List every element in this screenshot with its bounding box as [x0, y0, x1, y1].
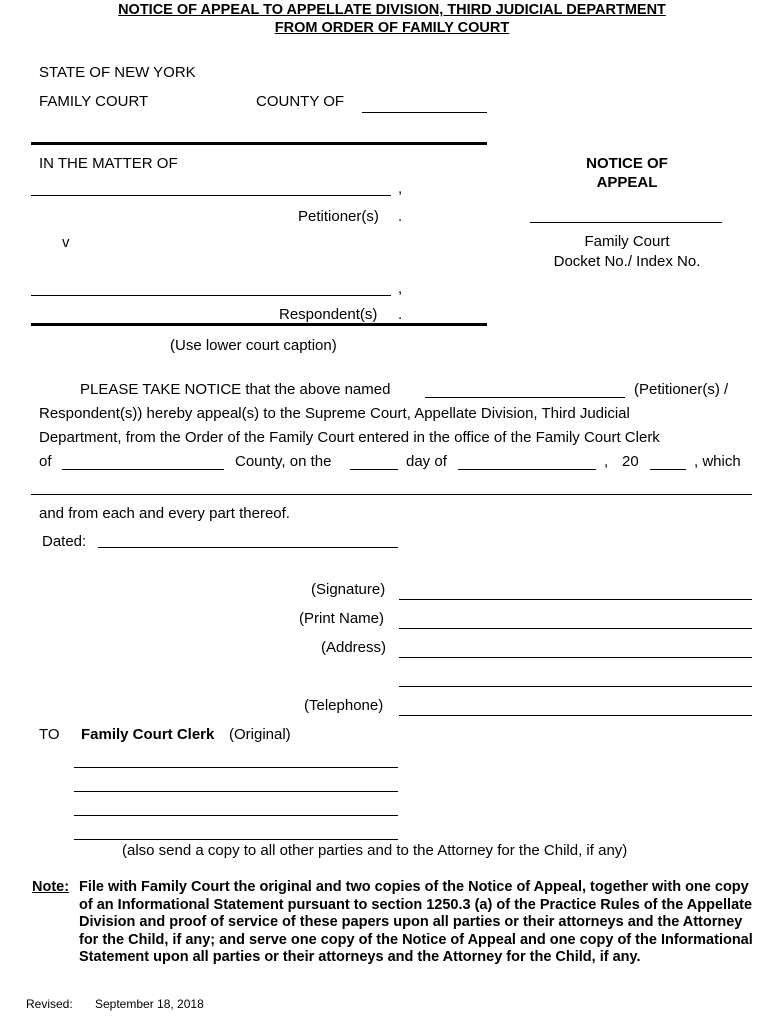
revised-date: September 18, 2018	[95, 997, 204, 1011]
notice-text-party-type: (Petitioner(s) /	[634, 381, 729, 398]
dated-field[interactable]	[98, 547, 398, 548]
appellant-name-field[interactable]	[425, 397, 625, 398]
notice-of-appeal-heading-2: APPEAL	[596, 174, 658, 191]
address-label: (Address)	[321, 639, 387, 656]
county-of-label: COUNTY OF	[256, 93, 345, 110]
caption-bottom-rule	[31, 323, 487, 326]
comma-petitioner: ,	[398, 180, 403, 197]
month-field[interactable]	[458, 469, 596, 470]
respondent-name-field[interactable]	[31, 295, 391, 296]
dated-label: Dated:	[42, 533, 87, 550]
family-court-label: FAMILY COURT	[39, 93, 149, 110]
every-part-thereof-text: and from each and every part thereof.	[39, 505, 290, 522]
print-name-label: (Print Name)	[299, 610, 385, 627]
notice-of-appeal-heading-1: NOTICE OF	[586, 155, 668, 172]
use-lower-court-caption-note: (Use lower court caption)	[170, 337, 337, 354]
year-prefix: 20	[622, 453, 639, 470]
county-on-the-label: County, on the	[235, 453, 332, 470]
which-label: , which	[694, 453, 741, 470]
state-label: STATE OF NEW YORK	[39, 64, 196, 81]
clerk-address-field-2[interactable]	[74, 791, 398, 792]
telephone-label: (Telephone)	[304, 697, 384, 714]
docket-label-2: Docket No./ Index No.	[553, 253, 701, 270]
signature-label: (Signature)	[311, 581, 386, 598]
year-field[interactable]	[650, 469, 686, 470]
docket-label-1: Family Court	[584, 233, 670, 250]
notice-text-line-2: Respondent(s)) hereby appeal(s) to the Supreme Court, Appellate Division, Third Judicial	[39, 405, 630, 422]
notice-text-line-3: Department, from the Order of the Family Court entered in the office of the Family Court Clerk	[39, 429, 660, 446]
address-field-line-2[interactable]	[399, 686, 752, 687]
also-send-copy-note: (also send a copy to all other parties and to the Attorney for the Child, if any)	[122, 842, 628, 859]
to-label: TO	[39, 726, 60, 743]
petitioners-label: Petitioner(s)	[298, 208, 379, 225]
period-respondent: .	[398, 306, 403, 323]
clerk-address-field-4[interactable]	[74, 839, 398, 840]
form-title-line-2: FROM ORDER OF FAMILY COURT	[274, 20, 510, 36]
day-field[interactable]	[350, 469, 398, 470]
note-text: File with Family Court the original and two copies of the Notice of Appeal, together with one copy of an Informational Statement pursuant to section 1250.3 (a) of the Practice Rules of the Appellate Division and proof of service of these papers upon all parties or their attorneys and the Attorney for the Child, if any; and serve one copy of the Notice of Appeal and one copy of the Informational Statement upon all parties or their attorneys and the Attorney for the Child, if any.	[79, 879, 753, 966]
family-court-clerk-label: Family Court Clerk	[81, 726, 215, 743]
clerk-address-field-1[interactable]	[74, 767, 398, 768]
notice-text-start: PLEASE TAKE NOTICE that the above named	[80, 381, 391, 398]
date-comma: ,	[604, 453, 609, 470]
county-name-field[interactable]	[62, 469, 224, 470]
form-title-line-1: NOTICE OF APPEAL TO APPELLATE DIVISION, THIRD JUDICIAL DEPARTMENT	[118, 2, 666, 18]
telephone-field[interactable]	[399, 715, 752, 716]
in-the-matter-of-label: IN THE MATTER OF	[39, 155, 178, 172]
respondents-label: Respondent(s)	[279, 306, 378, 323]
docket-number-field[interactable]	[530, 222, 722, 223]
print-name-field[interactable]	[399, 628, 752, 629]
county-field[interactable]	[362, 112, 487, 113]
revised-label: Revised:	[26, 997, 73, 1011]
caption-top-rule	[31, 142, 487, 145]
note-label: Note:	[32, 879, 70, 895]
versus-label: v	[62, 234, 70, 251]
address-field-line-1[interactable]	[399, 657, 752, 658]
period-petitioner: .	[398, 208, 403, 225]
of-label: of	[39, 453, 52, 470]
petitioner-name-field[interactable]	[31, 195, 391, 196]
original-label: (Original)	[229, 726, 291, 743]
clerk-address-field-3[interactable]	[74, 815, 398, 816]
order-description-field[interactable]	[31, 494, 752, 495]
comma-respondent: ,	[398, 280, 403, 297]
day-of-label: day of	[406, 453, 447, 470]
signature-field[interactable]	[399, 599, 752, 600]
